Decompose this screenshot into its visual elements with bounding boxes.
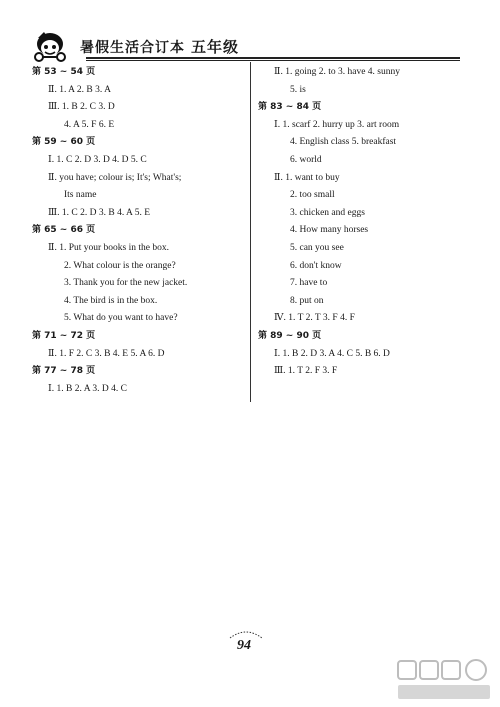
cartoon-boy-logo-icon	[30, 30, 78, 62]
grade-label: 五年级	[191, 38, 240, 56]
answer-item: Ⅱ. 1. A 2. B 3. A	[48, 84, 111, 95]
header-rule-thin	[86, 60, 460, 61]
answer-subitem: 7. have to	[290, 278, 328, 289]
answer-subitem: 4. How many horses	[290, 225, 369, 236]
page-range-heading: 第 83 ~ 84 页	[258, 102, 322, 113]
answer-subitem: 6. world	[290, 154, 322, 165]
page-range-heading: 第 89 ~ 90 页	[258, 330, 322, 341]
answer-item: Ⅰ. 1. C 2. D 3. D 4. D 5. C	[48, 154, 147, 165]
book-title	[80, 36, 239, 57]
page-range-heading: 第 65 ~ 66 页	[32, 225, 96, 236]
answer-subitem: Its name	[64, 190, 97, 201]
answer-item: Ⅰ. 1. B 2. A 3. D 4. C	[48, 383, 127, 394]
answer-subitem: 2. What colour is the orange?	[64, 260, 176, 271]
answer-subitem: 4. English class 5. breakfast	[290, 137, 397, 148]
answer-item: Ⅱ. 1. want to buy	[274, 172, 340, 183]
answer-subitem: 8. put on	[290, 295, 324, 306]
answer-subitem: 5. can you see	[290, 242, 344, 253]
answer-item: Ⅳ. 1. T 2. T 3. F 4. F	[274, 313, 355, 324]
page-footer	[0, 636, 500, 654]
page-range-heading: 第 71 ~ 72 页	[32, 330, 96, 341]
answer-subitem: 3. chicken and eggs	[290, 207, 365, 218]
watermark-logo-icon	[394, 657, 494, 703]
page-range-heading: 第 59 ~ 60 页	[32, 137, 96, 148]
answer-item: Ⅲ. 1. B 2. C 3. D	[48, 102, 115, 113]
page-header	[30, 30, 470, 62]
answer-item: Ⅲ. 1. C 2. D 3. B 4. A 5. E	[48, 207, 151, 218]
page-number: 94	[237, 638, 251, 653]
column-divider	[250, 62, 251, 402]
answer-subitem: 2. too small	[290, 190, 335, 201]
answer-item: Ⅱ. 1. going 2. to 3. have 4. sunny	[274, 67, 400, 77]
right-answer-column	[258, 64, 470, 381]
answer-subitem: 6. don't know	[290, 260, 342, 271]
page-range-heading: 第 77 ~ 78 页	[32, 366, 96, 377]
answer-subitem: 3. Thank you for the new jacket.	[64, 278, 188, 289]
page-range-heading: 第 53 ~ 54 页	[32, 67, 96, 77]
answer-item: Ⅱ. 1. F 2. C 3. B 4. E 5. A 6. D	[48, 348, 165, 359]
left-answer-column	[32, 64, 244, 398]
answer-item: Ⅰ. 1. B 2. D 3. A 4. C 5. B 6. D	[274, 348, 390, 359]
answer-subitem: 4. The bird is in the box.	[64, 295, 158, 306]
answer-subitem: 5. is	[290, 84, 306, 95]
book-title-text: 暑假生活合订本	[80, 40, 185, 56]
answer-item: Ⅱ. you have; colour is; It's; What's;	[48, 172, 182, 183]
answer-subitem: 5. What do you want to have?	[64, 313, 178, 324]
answer-item: Ⅰ. 1. scarf 2. hurry up 3. art room	[274, 119, 400, 130]
answer-item: Ⅲ. 1. T 2. F 3. F	[274, 366, 338, 377]
answer-item: Ⅱ. 1. Put your books in the box.	[48, 242, 169, 253]
header-rule-thick	[86, 57, 460, 59]
answer-subitem: 4. A 5. F 6. E	[64, 119, 115, 130]
